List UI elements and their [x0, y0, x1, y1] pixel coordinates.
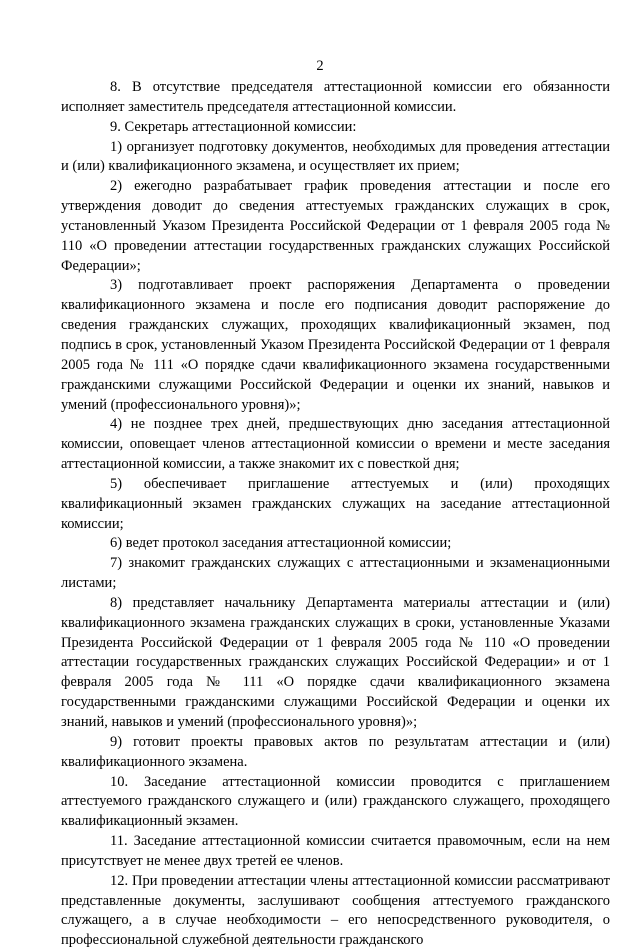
paragraph-9-item-9: 9) готовит проекты правовых актов по результатам аттестации и (или) квалификационного экзамена.	[61, 733, 610, 770]
page-number: 2	[316, 58, 324, 74]
document-body	[61, 78, 610, 951]
paragraph-12: 12. При проведении аттестации члены аттестационной комиссии рассматривают представленные документы, заслушивают сообщения аттестуемого гражданского служащего, а в случае необходимости – его непосредственного руководителя, о профессиональной служебной деятельности гражданского	[61, 872, 610, 949]
paragraph-9-item-4: 4) не позднее трех дней, предшествующих дню заседания аттестационной комиссии, оповещает членов аттестационной комиссии о времени и месте заседания аттестационной комиссии, а также знакомит их с повесткой дня;	[61, 416, 610, 473]
paragraph-9: 9. Секретарь аттестационной комиссии:	[110, 118, 357, 135]
paragraph-9-item-8: 8) представляет начальнику Департамента материалы аттестации и (или) квалификационного экзамена гражданских служащих в сроки, установленные Указами Президента Российской Федерации от 1 февраля 2005 года № 110 «О проведении аттестации государственных гражданских служащих Российской Федерации» и от 1 февраля 2005 года № 111 «О порядке сдачи квалификационного экзамена государственными гражданскими служащими Российской Федерации и оценки их знаний, навыков и умений (профессионального уровня)»;	[61, 594, 610, 730]
paragraph-9-item-2: 2) ежегодно разрабатывает график проведения аттестации и после его утверждения доводит до сведения аттестуемых гражданских служащих в срок, установленный Указом Президента Российской Федерации от 1 февраля 2005 года № 110 «О проведении аттестации государственных гражданских служащих Российской Федерации»;	[61, 178, 610, 274]
paragraph-9-item-7: 7) знакомит гражданских служащих с аттестационными и экзаменационными листами;	[61, 555, 610, 592]
paragraph-9-item-6: 6) ведет протокол заседания аттестационной комиссии;	[110, 535, 452, 552]
paragraph-9-item-5: 5) обеспечивает приглашение аттестуемых и (или) проходящих квалификационный экзамен гражданских служащих на заседание аттестационной комиссии;	[61, 475, 610, 532]
paragraph-8: 8. В отсутствие председателя аттестационной комиссии его обязанности исполняет заместитель председателя аттестационной комиссии.	[61, 79, 610, 115]
paragraph-9-item-1: 1) организует подготовку документов, необходимых для проведения аттестации и (или) квалификационного экзамена, и осуществляет их прием;	[61, 138, 610, 175]
paragraph-11: 11. Заседание аттестационной комиссии считается правомочным, если на нем присутствует не менее двух третей ее членов.	[61, 833, 610, 869]
paragraph-10: 10. Заседание аттестационной комиссии проводится с приглашением аттестуемого гражданского служащего и (или) гражданского служащего, проходящего квалификационный экзамен.	[61, 773, 610, 830]
paragraph-9-item-3: 3) подготавливает проект распоряжения Департамента о проведении квалификационного экзамена и после его подписания доводит распоряжение до сведения гражданских служащих, проходящих квалификационный экзамен, под подпись в срок, установленный Указом Президента Российской Федерации от 1 февраля 2005 года № 111 «О порядке сдачи квалификационного экзамена государственными гражданскими служащими Российской Федерации и оценки их знаний, навыков и умений (профессионального уровня)»;	[61, 277, 610, 413]
